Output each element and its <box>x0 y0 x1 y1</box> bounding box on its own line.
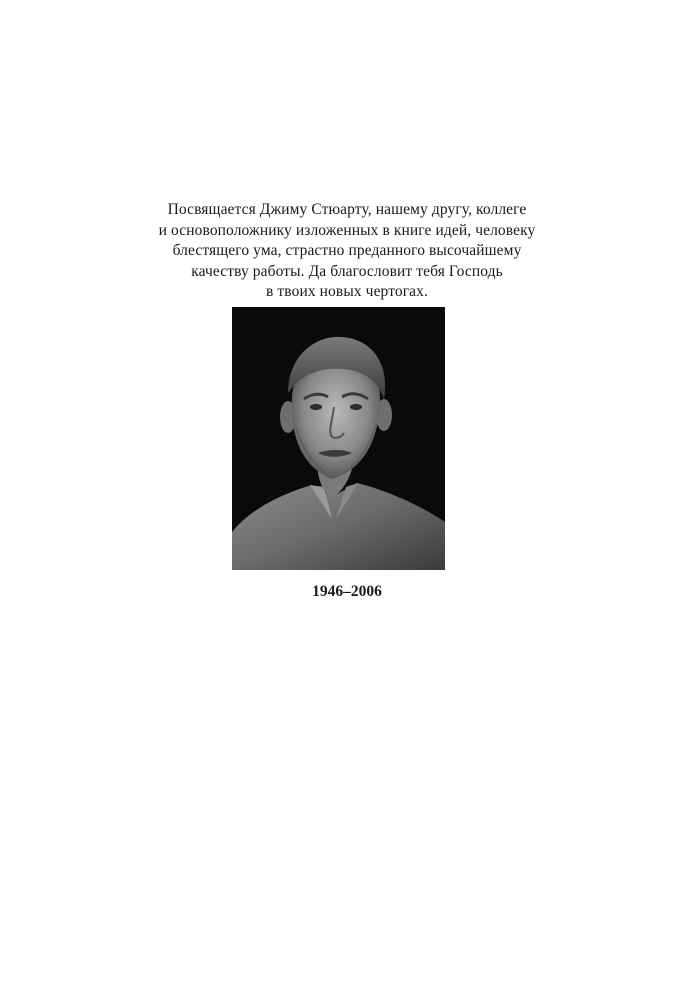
dedication-text <box>120 200 574 303</box>
dedication-line: Посвящается Джиму Стюарту, нашему другу, коллеге <box>167 201 527 218</box>
dedication-line: качеству работы. Да благословит тебя Господь <box>191 262 503 280</box>
portrait-photo <box>232 307 445 570</box>
dedication-line: в твоих новых чертогах. <box>266 283 428 300</box>
life-years: 1946–2006 <box>312 583 382 600</box>
dedication-line: и основоположнику изложенных в книге идей, человеку <box>158 221 536 239</box>
dedication-line: блестящего ума, страстно преданного высочайшему <box>172 242 522 259</box>
